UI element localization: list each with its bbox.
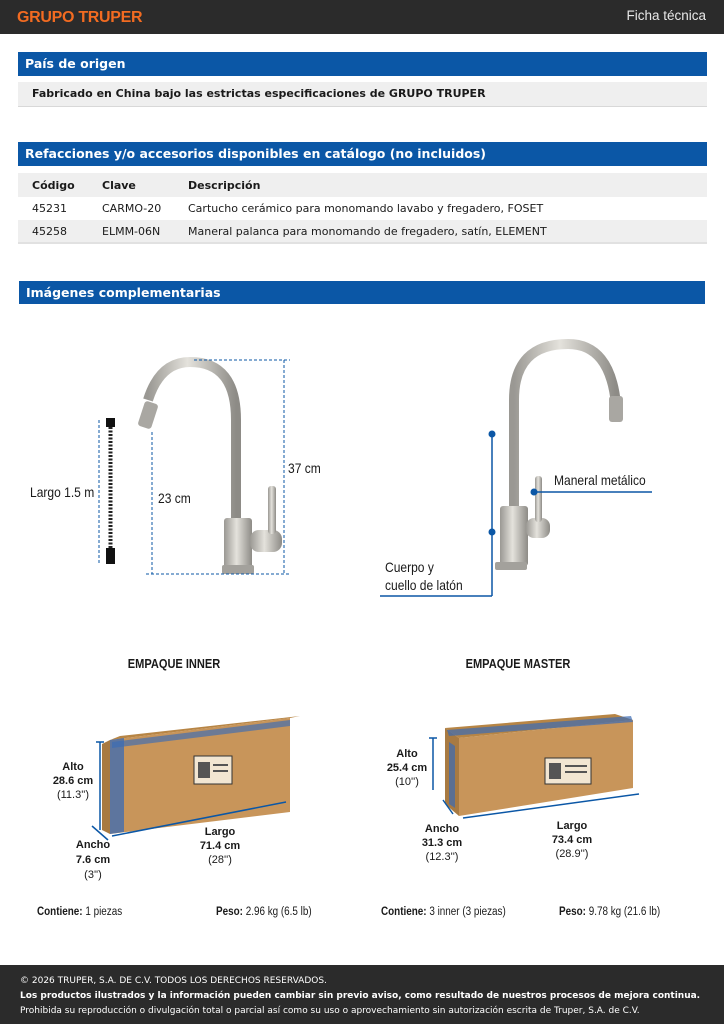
footer [0,965,724,1024]
master-height-label: Alto 25.4 cm (10'') [386,748,428,788]
part-description: Maneral palanca para monomando de fregadero, satín, ELEMENT [188,220,707,243]
origin-text: Fabricado en China bajo las estrictas especificaciones de GRUPO TRUPER [18,82,707,107]
hose-icon [106,418,115,564]
parts-section-header: Refacciones y/o accesorios disponibles en catálogo (no incluidos) [18,142,707,166]
parts-table-header [18,173,707,197]
document-type: Ficha técnica [626,8,706,23]
images-section-header: Imágenes complementarias [19,281,705,304]
notice-text: Los productos ilustrados y la información pueden cambiar sin previo aviso, como resultado de nuestros procesos de mejora continua. [20,991,701,1001]
spout-height-label: 23 cm [158,490,191,506]
master-length-label: Largo 73.4 cm (28.9'') [551,820,593,860]
hose-length-label: Largo 1.5 m [30,484,95,500]
copyright-text: © 2026 TRUPER, S.A. DE C.V. TODOS LOS DERECHOS RESERVADOS. [20,976,327,986]
parts-table [18,173,707,244]
legal-text: Prohibida su reproducción o divulgación total o parcial así como su uso o aprovechamiento sin autorización escrita de Truper, S.A. de C.V. [20,1006,640,1016]
column-header-code: Código [18,173,102,197]
master-package-title: EMPAQUE MASTER [465,656,571,671]
inner-package-title: EMPAQUE INNER [127,656,221,671]
inner-width-label: Ancho 7.6 cm (3'') [75,839,111,881]
faucet-icon [495,344,623,570]
top-bar [0,0,724,34]
origin-section-header: País de origen [18,52,707,76]
inner-length-label: Largo 71.4 cm (28'') [199,826,241,866]
box-icon [102,716,300,834]
table-row [18,220,707,243]
table-row [18,197,707,220]
body-callout-line1: Cuerpo y [385,559,434,575]
part-key: CARMO-20 [102,202,162,215]
part-description: Cartucho cerámico para monomando lavabo y fregadero, FOSET [188,202,544,215]
master-box-illustration [425,712,645,822]
part-code: 45231 [32,202,67,215]
inner-box-illustration [90,712,300,842]
brand-logo: GRUPO TRUPER [17,9,143,26]
master-weight: Peso: 9.78 kg (21.6 lb) [559,906,661,918]
inner-height-label: Alto 28.6 cm (11.3'') [52,761,94,801]
box-icon [445,714,633,816]
column-header-key: Clave [102,173,188,197]
inner-contents: Contiene: 1 piezas [37,906,123,918]
total-height-label: 37 cm [288,460,321,476]
column-header-description: Descripción [188,173,707,197]
body-callout-line2: cuello de latón [385,577,463,593]
master-width-label: Ancho 31.3 cm (12.3'') [421,823,463,863]
inner-weight: Peso: 2.96 kg (6.5 lb) [216,906,312,918]
master-contents: Contiene: 3 inner (3 piezas) [381,906,506,918]
handle-callout: Maneral metálico [554,472,646,488]
faucet-icon [137,362,282,574]
part-key: ELMM-06N [102,220,188,243]
part-code: 45258 [18,220,102,243]
